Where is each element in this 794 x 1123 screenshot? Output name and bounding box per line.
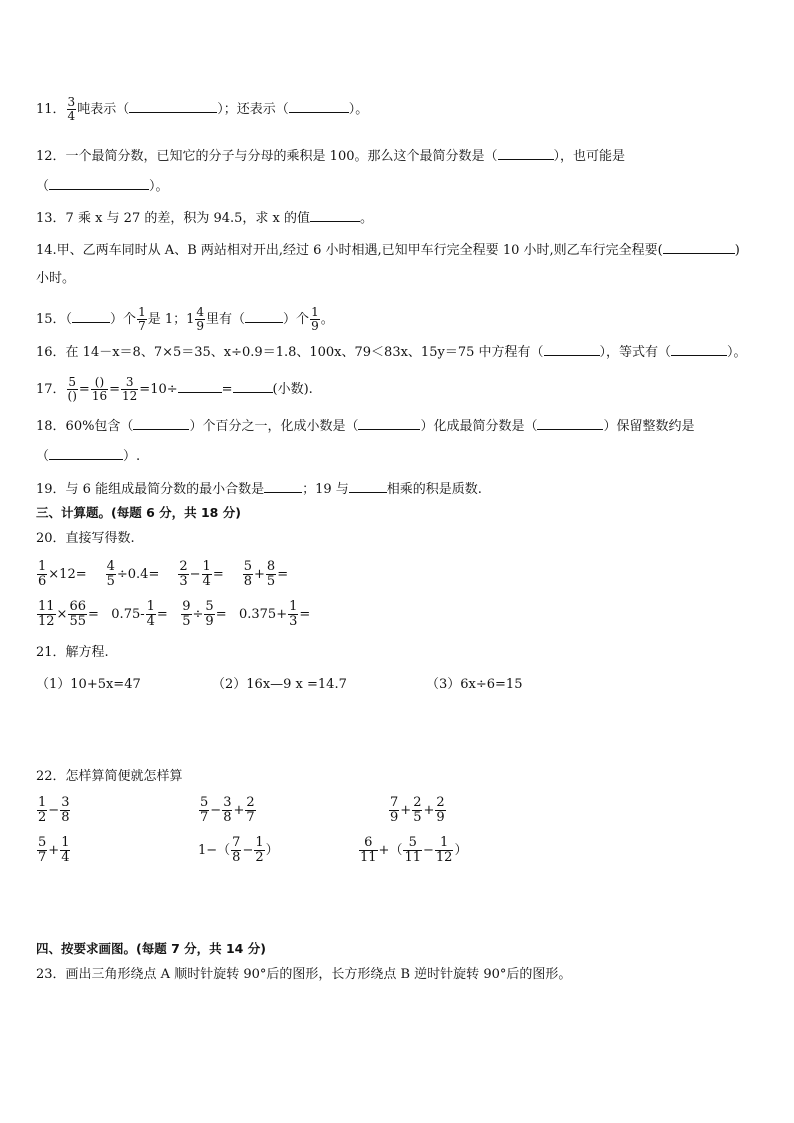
question-20-title: 20．直接写得数. <box>36 531 135 546</box>
equation-2: （2）16x—9 x =14.7 <box>212 677 347 692</box>
answer-blank[interactable] <box>129 99 217 113</box>
expression <box>242 560 288 589</box>
expr-text: = 0.75- <box>88 607 145 622</box>
fraction: $\frac{1}{9}$ <box>311 305 319 333</box>
question-17: 17． $\frac{5}{()}$ = $\frac{()}{16}$ = $\frac{3}{12}$ =10÷ = (小数). <box>36 375 313 403</box>
question-19: 19．与 6 能组成最简分数的最小合数是 ；19 与 相乘的积是质数. <box>36 479 482 499</box>
fraction: $\frac{6}{11}$ <box>360 835 377 865</box>
answer-blank[interactable] <box>537 416 603 430</box>
expr-text: + <box>233 803 245 818</box>
fraction: $\frac{11}{12}$ <box>38 599 55 629</box>
expr-text: − <box>210 803 222 818</box>
equation-1: （1）10+5x=47 <box>36 677 141 692</box>
answer-blank[interactable] <box>289 99 349 113</box>
fraction: $\frac{4}{5}$ <box>106 559 115 589</box>
fraction: $\frac{5}{11}$ <box>404 835 421 865</box>
fraction: $\frac{2}{7}$ <box>246 795 255 825</box>
expr-text: ） <box>265 843 279 858</box>
fraction: $\frac{5}{7}$ <box>38 835 47 865</box>
fraction: $\frac{3}{8}$ <box>61 795 70 825</box>
expr-text: − <box>48 803 60 818</box>
fraction: $\frac{2}{3}$ <box>179 559 188 589</box>
answer-blank[interactable] <box>310 208 360 222</box>
expr-text: = <box>299 607 311 622</box>
expression-a <box>36 796 71 825</box>
answer-blank[interactable] <box>178 379 222 393</box>
question-21-title: 21．解方程. <box>36 645 109 660</box>
fraction: $\frac{8}{5}$ <box>266 559 276 589</box>
fraction: $\frac{2}{5}$ <box>413 795 422 825</box>
answer-blank[interactable] <box>245 309 283 323</box>
fraction: $\frac{()}{16}$ <box>91 375 108 403</box>
section-3-heading: 三、计算题。(每题 6 分，共 18 分) <box>36 505 241 520</box>
expression-d <box>36 836 71 865</box>
answer-blank[interactable] <box>544 342 600 356</box>
fraction: $\frac{5}{()}$ <box>67 375 77 403</box>
expr-text: + <box>423 803 435 818</box>
expression <box>105 560 160 589</box>
question-15: 15．（ ）个 $\frac{1}{7}$ 是 1；1 $\frac{4}{9}$ 里有（ ）个 $\frac{1}{9}$ 。 <box>36 305 334 333</box>
expr-text: − <box>242 843 254 858</box>
fraction: $\frac{1}{4}$ <box>202 559 211 589</box>
fraction: $\frac{1}{3}$ <box>289 599 298 629</box>
question-20-row1 <box>36 560 306 589</box>
fraction: $\frac{5}{9}$ <box>205 599 214 629</box>
equation-3: （3）6x÷6=15 <box>426 677 523 692</box>
question-22-title: 22．怎样算简便就怎样算 <box>36 769 183 784</box>
expression <box>36 560 87 589</box>
answer-blank[interactable] <box>349 479 387 493</box>
fraction: $\frac{4}{9}$ <box>196 305 205 333</box>
expression-b <box>198 796 257 825</box>
fraction: $\frac{66}{55}$ <box>69 599 86 629</box>
fraction: $\frac{1}{2}$ <box>38 795 47 825</box>
answer-blank[interactable] <box>233 379 273 393</box>
expr-text: − <box>189 567 201 582</box>
fraction: $\frac{1}{4}$ <box>146 599 155 629</box>
answer-blank[interactable] <box>49 446 123 460</box>
question-12: 12．一个最简分数，已知它的分子与分母的乘积是 100。那么这个最简分数是（ ），也可能是 <box>36 146 625 166</box>
expr-text: ÷ <box>192 607 204 622</box>
fraction: $\frac{2}{9}$ <box>436 795 445 825</box>
answer-blank[interactable] <box>133 416 189 430</box>
fraction: $\frac{1}{6}$ <box>38 559 47 589</box>
expr-text: = <box>156 607 181 622</box>
expr-text: ÷0.4= <box>116 567 160 582</box>
fraction: $\frac{1}{2}$ <box>255 835 264 865</box>
expr-text: = 0.375+ <box>215 607 288 622</box>
expr-text: − <box>423 843 434 858</box>
expression <box>177 560 223 589</box>
question-16: 16．在 14－x＝8、7×5＝35、x÷0.9＝1.8、100x、79＜83x、15y＝75 中方程有（ ），等式有（ ）。 <box>36 342 747 362</box>
answer-blank[interactable] <box>264 479 302 493</box>
fraction: $\frac{1}{4}$ <box>61 835 70 865</box>
answer-blank[interactable] <box>49 176 149 190</box>
expr-text: 1−（ <box>198 843 231 858</box>
fraction: $\frac{3}{12}$ <box>122 375 138 403</box>
expr-text: × <box>56 607 68 622</box>
question-14: 14.甲、乙两车同时从 A、B 两站相对开出,经过 6 小时相遇,已知甲车行完全程要 10 小时,则乙车行完全程要( ) <box>36 240 740 260</box>
question-13: 13．7 乘 x 与 27 的差，积为 94.5，求 x 的值 。 <box>36 208 373 228</box>
expr-text: ） <box>454 843 468 858</box>
section-4-heading: 四、按要求画图。(每题 7 分，共 14 分) <box>36 941 266 956</box>
fraction: $\frac{1}{12}$ <box>435 835 453 865</box>
answer-blank[interactable] <box>72 309 110 323</box>
expr-text: + <box>48 843 60 858</box>
expr-text: +（ <box>378 843 403 858</box>
answer-blank[interactable] <box>358 416 420 430</box>
answer-blank[interactable] <box>671 342 727 356</box>
question-23: 23．画出三角形绕点 A 顺时针旋转 90°后的图形，长方形绕点 B 逆时针旋转 90°后的图形。 <box>36 967 572 982</box>
fraction: $\frac{7}{8}$ <box>232 835 241 865</box>
expr-text: + <box>400 803 412 818</box>
question-14-line2: 小时。 <box>36 271 76 286</box>
fraction: $\frac{3}{8}$ <box>223 795 232 825</box>
expr-text: = <box>212 567 224 582</box>
fraction: $\frac{5}{7}$ <box>200 795 209 825</box>
answer-blank[interactable] <box>663 240 735 254</box>
question-18-line2: （ ）. <box>36 446 140 466</box>
question-11: 11． $\frac{3}{4}$ 吨表示（ ）；还表示（ ）。 <box>36 95 369 123</box>
fraction: $\frac{7}{9}$ <box>390 795 399 825</box>
expression-e <box>198 836 279 865</box>
expr-text: ×12= <box>48 567 87 582</box>
fraction: $\frac{1}{7}$ <box>138 305 146 333</box>
expr-text: = <box>277 567 289 582</box>
expression-c <box>388 796 447 825</box>
fraction: $\frac{9}{5}$ <box>182 599 191 629</box>
question-12-line2: （ ）。 <box>36 176 169 196</box>
question-18: 18．60%包含（ ）个百分之一，化成小数是（ ）化成最简分数是（ ）保留整数约是 <box>36 416 694 436</box>
expr-text: + <box>254 567 265 582</box>
question-20-row2 <box>36 600 310 629</box>
answer-blank[interactable] <box>498 146 554 160</box>
fraction: $\frac{3}{4}$ <box>67 95 76 123</box>
expression-f <box>358 836 467 865</box>
fraction: $\frac{5}{8}$ <box>243 559 253 589</box>
